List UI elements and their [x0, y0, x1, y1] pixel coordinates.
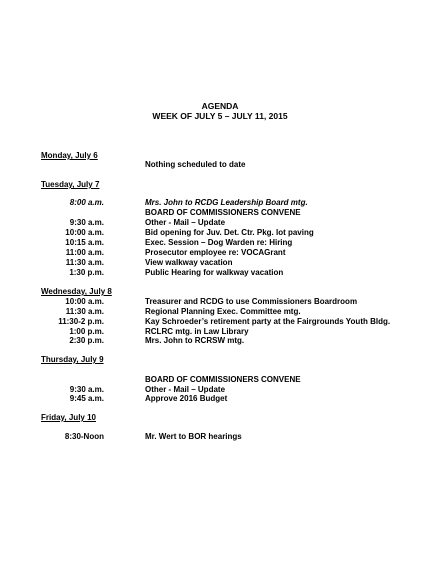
- agenda-item-time: 1:00 p.m.: [69, 327, 104, 336]
- agenda-item-text: View walkway vacation: [145, 258, 233, 267]
- agenda-item-text: Kay Schroeder’s retirement party at the Fairgrounds Youth Bldg.: [145, 317, 391, 326]
- agenda-item-time: 10:00 a.m.: [65, 297, 104, 306]
- agenda-item-text: RCLRC mtg. in Law Library: [145, 327, 249, 336]
- agenda-title: AGENDA: [201, 101, 239, 111]
- agenda-week-subtitle: WEEK OF JULY 5 – JULY 11, 2015: [152, 111, 288, 121]
- agenda-item-text: Regional Planning Exec. Committee mtg.: [145, 307, 301, 316]
- agenda-item-time: 8:00 a.m.: [69, 198, 104, 207]
- day-heading-wednesday: Wednesday, July 8: [41, 287, 112, 296]
- agenda-item-text: Bid opening for Juv. Det. Ctr. Pkg. lot paving: [145, 228, 314, 237]
- agenda-item-time: 10:00 a.m.: [65, 228, 104, 237]
- agenda-item-text: Other - Mail – Update: [145, 218, 226, 227]
- agenda-item-text: Treasurer and RCDG to use Commissioners Boardroom: [145, 297, 358, 306]
- agenda-item-text: Exec. Session – Dog Warden re: Hiring: [145, 238, 293, 247]
- agenda-item-text: BOARD OF COMMISSIONERS CONVENE: [145, 208, 301, 217]
- agenda-item-time: 1:30 p.m.: [69, 268, 104, 277]
- agenda-item-time: 11:30 a.m.: [65, 258, 104, 267]
- day-heading-thursday: Thursday, July 9: [41, 355, 104, 364]
- day-heading-friday: Friday, July 10: [41, 413, 96, 422]
- agenda-item-time: 8:30-Noon: [64, 432, 104, 441]
- agenda-item-time: 10:15 a.m.: [65, 238, 104, 247]
- day-heading-monday: Monday, July 6: [41, 151, 98, 160]
- agenda-item-text: Prosecutor employee re: VOCAGrant: [145, 248, 286, 257]
- agenda-item-text: Other - Mail – Update: [145, 385, 226, 394]
- agenda-item-text: Mr. Wert to BOR hearings: [145, 432, 242, 441]
- agenda-item-time: 9:30 a.m.: [69, 218, 104, 227]
- agenda-item-time: 11:30-2 p.m.: [58, 317, 104, 326]
- agenda-item-text: BOARD OF COMMISSIONERS CONVENE: [145, 375, 301, 384]
- day-heading-tuesday: Tuesday, July 7: [41, 180, 100, 189]
- agenda-item-text: Approve 2016 Budget: [145, 394, 228, 403]
- agenda-item-text: Mrs. John to RCRSW mtg.: [145, 336, 245, 345]
- agenda-item-time: 9:30 a.m.: [69, 385, 104, 394]
- agenda-item-time: 11:30 a.m.: [65, 307, 104, 316]
- agenda-item-time: 11:00 a.m.: [65, 248, 104, 257]
- agenda-item-text: Mrs. John to RCDG Leadership Board mtg.: [145, 198, 308, 207]
- agenda-item-time: 2:30 p.m.: [69, 336, 104, 345]
- agenda-item-text: Nothing scheduled to date: [145, 160, 246, 169]
- agenda-item-text: Public Hearing for walkway vacation: [145, 268, 284, 277]
- agenda-item-time: 9:45 a.m.: [69, 394, 104, 403]
